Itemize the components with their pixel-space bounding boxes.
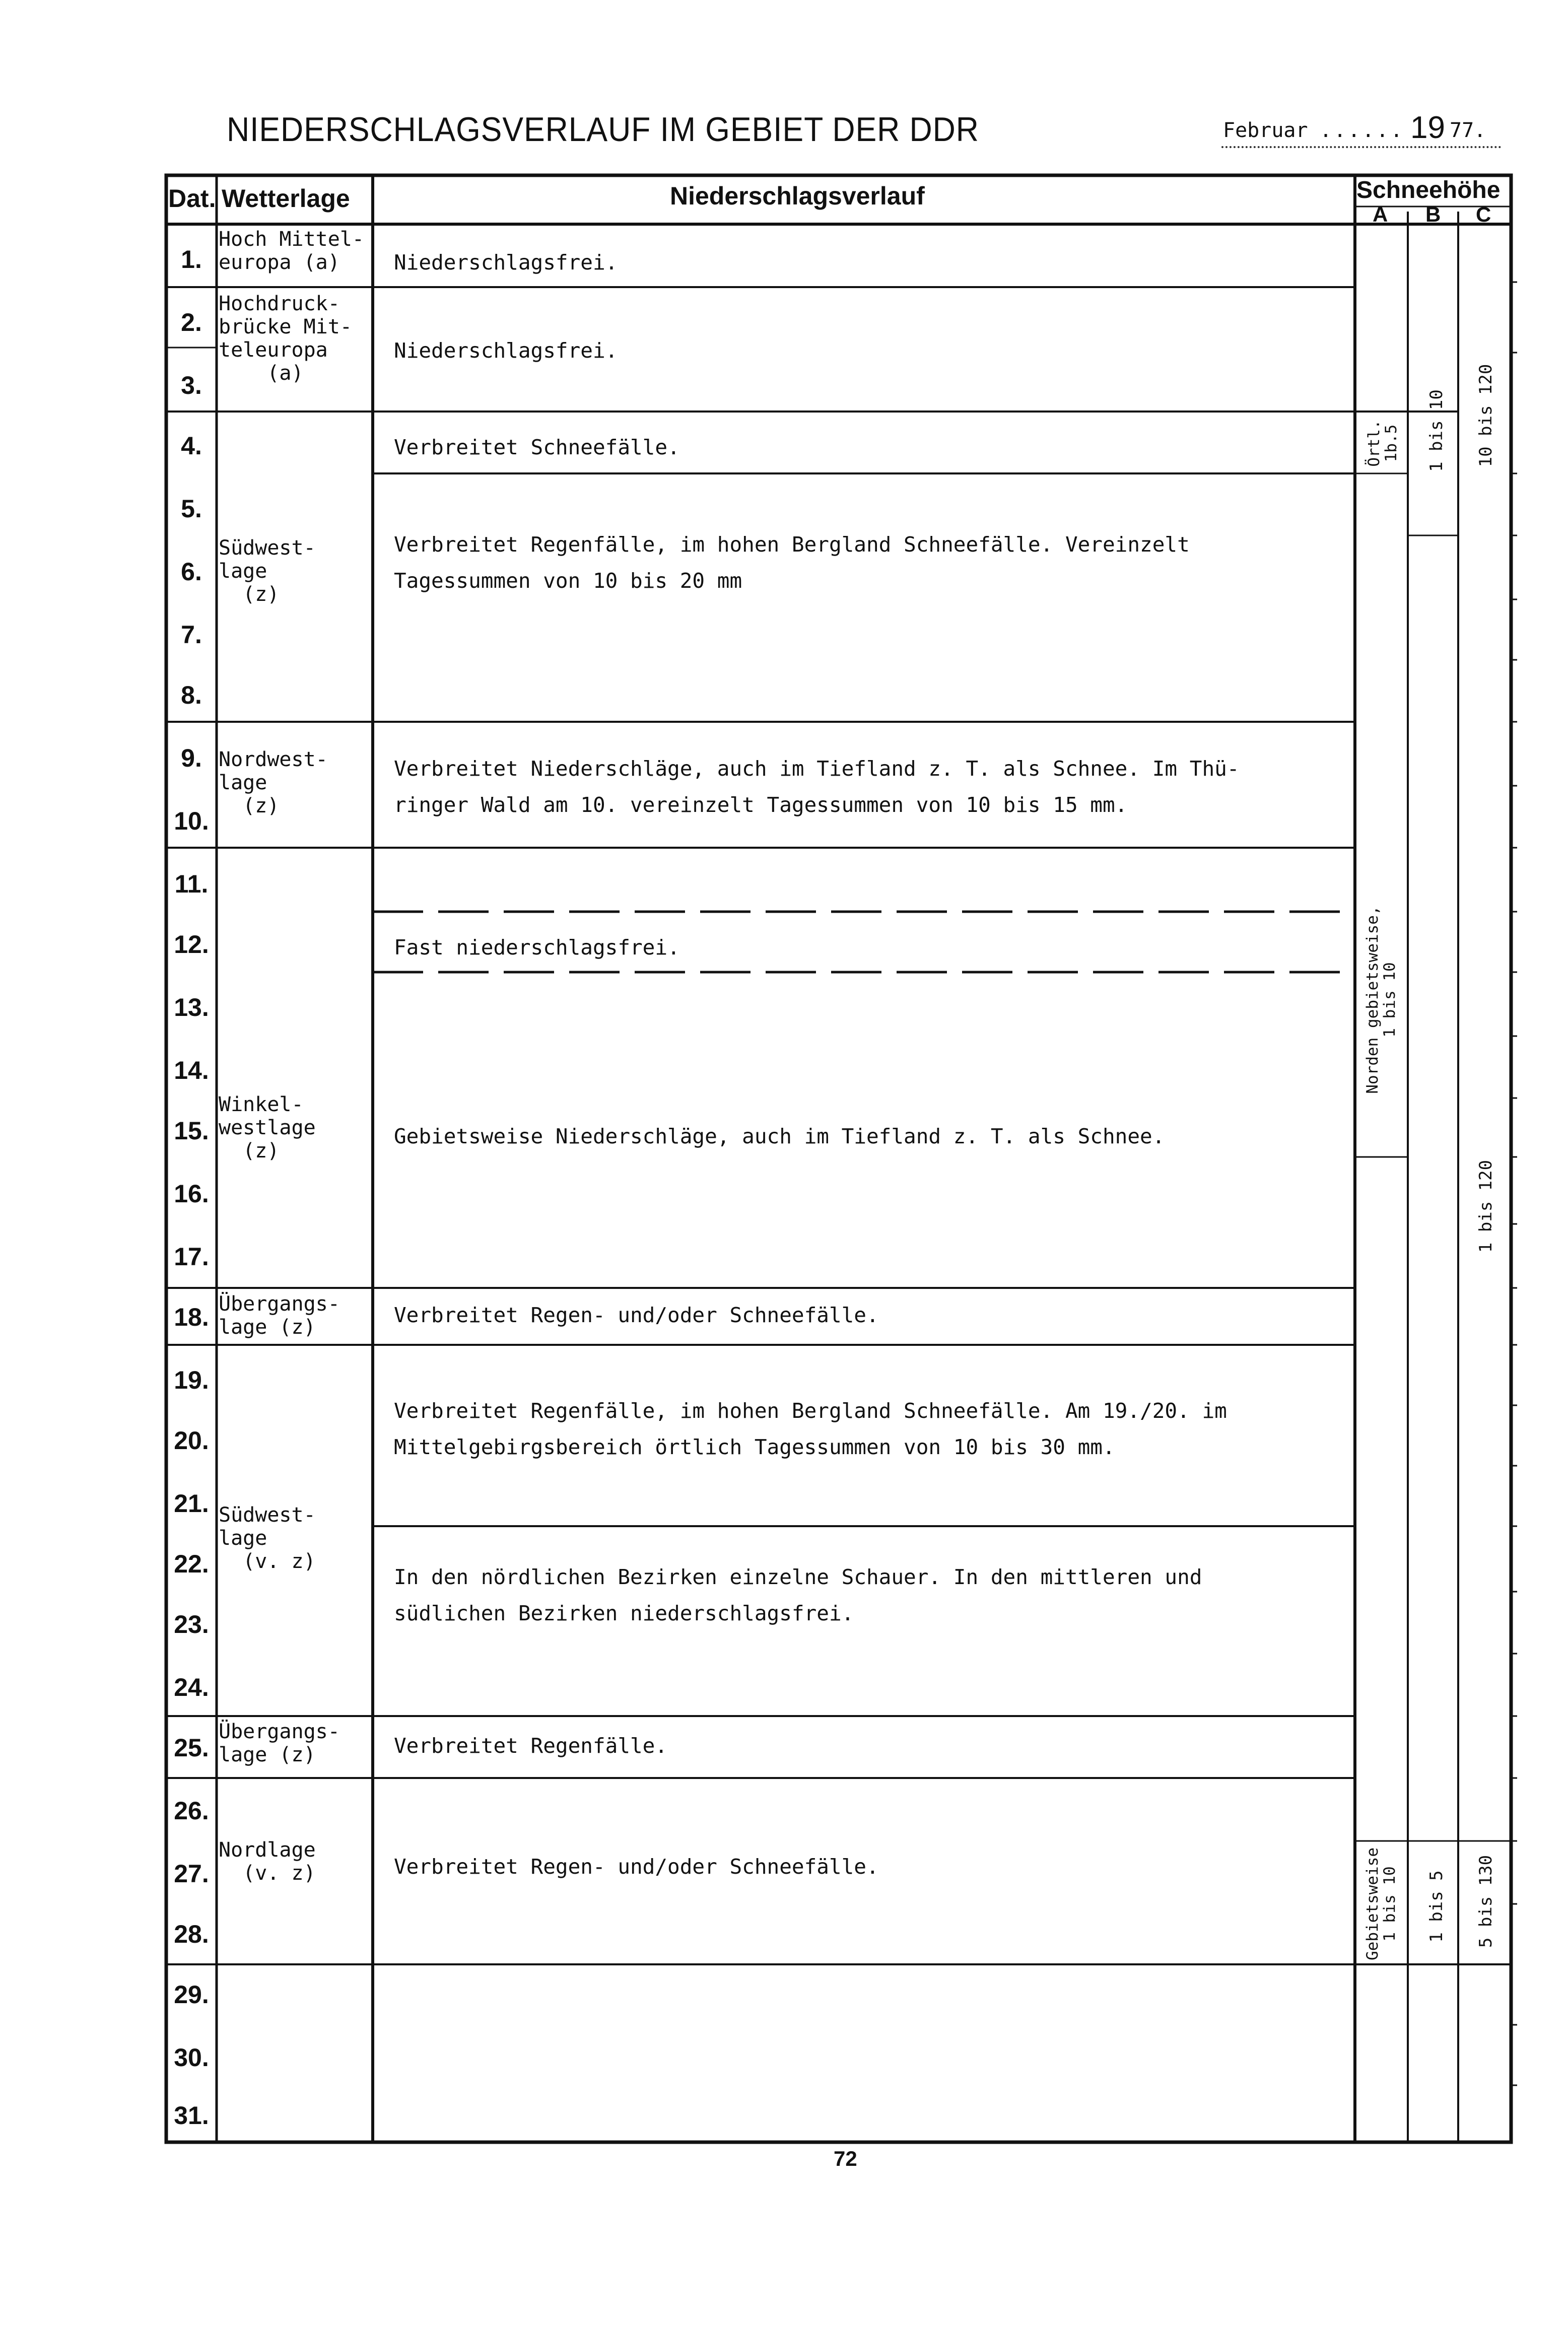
day-number: 17. <box>174 1243 209 1271</box>
precipitation-text: Verbreitet Regen- und/oder Schneefälle. <box>394 1855 879 1879</box>
year-century: 19 <box>1410 110 1445 145</box>
weather-column-header: Wetterlage <box>222 184 350 213</box>
precipitation-text: Verbreitet Schneefälle. <box>394 435 680 459</box>
day-number: 2. <box>181 308 202 336</box>
day-number: 10. <box>174 807 209 835</box>
date-column-header: Dat. <box>168 184 216 213</box>
day-number: 11. <box>174 870 209 898</box>
day-number: 4. <box>181 432 202 460</box>
day-number: 23. <box>174 1610 209 1638</box>
day-number: 26. <box>174 1797 209 1825</box>
day-number: 20. <box>174 1426 209 1455</box>
day-number: 8. <box>181 681 202 709</box>
precipitation-text: Verbreitet Regen- und/oder Schneefälle. <box>394 1303 879 1327</box>
day-number: 22. <box>174 1550 209 1578</box>
page-title: NIEDERSCHLAGSVERLAUF IM GEBIET DER DDR <box>227 110 979 149</box>
day-number: 18. <box>174 1303 209 1331</box>
day-number: 28. <box>174 1920 209 1948</box>
day-number: 27. <box>174 1860 209 1888</box>
snow-column-header: Schneehöhe <box>1356 177 1501 203</box>
precipitation-text: Verbreitet Regenfälle, im hohen Bergland Schneefälle. Am 19./20. im Mittelgebirgsbereich örtlich Tagessummen von 10 bis 30 mm. <box>394 1399 1227 1459</box>
precipitation-text: Gebietsweise Niederschläge, auch im Tiefland z. T. als Schnee. <box>394 1124 1165 1148</box>
month-field: Februar <box>1223 119 1308 142</box>
precipitation-text: Niederschlagsfrei. <box>394 338 618 363</box>
snow-a-value: Gebietsweise 1 bis 10 <box>1364 1848 1399 1960</box>
snow-c-header: C <box>1476 202 1491 226</box>
day-number: 5. <box>181 495 202 523</box>
day-number: 14. <box>174 1056 209 1084</box>
snow-b-value: 1 bis 10 <box>1426 389 1447 472</box>
day-number: 30. <box>174 2043 209 2072</box>
weather-type: Nordwest- lage (z) <box>219 748 328 817</box>
precipitation-text: Verbreitet Regenfälle, im hohen Bergland Schneefälle. Vereinzelt Tagessummen von 10 bis 20 mm <box>394 532 1190 593</box>
day-number: 1. <box>181 245 202 273</box>
snow-c-value: 10 bis 120 <box>1476 364 1496 467</box>
snow-b-value: 1 bis 5 <box>1426 1870 1447 1943</box>
precipitation-text: Verbreitet Regenfälle. <box>394 1734 668 1758</box>
day-number: 9. <box>181 744 202 772</box>
snow-c-value: 5 bis 130 <box>1476 1855 1496 1948</box>
weather-type: Hochdruck- brücke Mit- teleuropa (a) <box>219 292 352 385</box>
weather-type: Übergangs- lage (z) <box>219 1292 340 1339</box>
day-number: 6. <box>181 558 202 586</box>
snow-a-value: Örtl. 1b.5 <box>1365 420 1400 467</box>
day-number: 29. <box>174 1980 209 2009</box>
snow-a-value: Norden gebietsweise, 1 bis 10 <box>1364 906 1399 1094</box>
snow-a-header: A <box>1373 202 1388 226</box>
weather-type: Südwest- lage (v. z) <box>219 1503 316 1573</box>
snow-b-header: B <box>1425 202 1441 226</box>
day-number: 31. <box>174 2101 209 2130</box>
page-number: 72 <box>834 2147 857 2170</box>
precipitation-text: Niederschlagsfrei. <box>394 250 618 275</box>
day-number: 24. <box>174 1673 209 1701</box>
day-number: 7. <box>181 621 202 649</box>
day-number: 15. <box>174 1117 209 1145</box>
weather-type: Hoch Mittel- europa (a) <box>219 228 364 274</box>
precipitation-text: In den nördlichen Bezirken einzelne Schauer. In den mittleren und südlichen Bezirken niederschlagsfrei. <box>394 1565 1202 1625</box>
day-number: 3. <box>181 371 202 399</box>
weather-type: Nordlage (v. z) <box>219 1838 316 1885</box>
day-number: 21. <box>174 1489 209 1518</box>
day-number: 19. <box>174 1366 209 1394</box>
precipitation-text: Fast niederschlagsfrei. <box>394 935 680 960</box>
day-number: 25. <box>174 1734 209 1762</box>
precipitation-text: Verbreitet Niederschläge, auch im Tiefland z. T. als Schnee. Im Thü- ringer Wald am 10. vereinzelt Tagessummen von 10 bis 15 mm. <box>394 757 1240 817</box>
day-number: 16. <box>174 1180 209 1208</box>
weather-type: Übergangs- lage (z) <box>219 1720 340 1766</box>
year-field: 77. <box>1450 119 1486 142</box>
snow-c-value: 1 bis 120 <box>1476 1159 1496 1253</box>
precipitation-column-header: Niederschlagsverlauf <box>670 182 925 210</box>
weather-type: Winkel- westlage (z) <box>219 1093 316 1162</box>
weather-type: Südwest- lage (z) <box>219 536 316 606</box>
day-number: 12. <box>174 930 209 959</box>
month-dots: ...... <box>1320 119 1405 142</box>
day-number: 13. <box>174 993 209 1021</box>
